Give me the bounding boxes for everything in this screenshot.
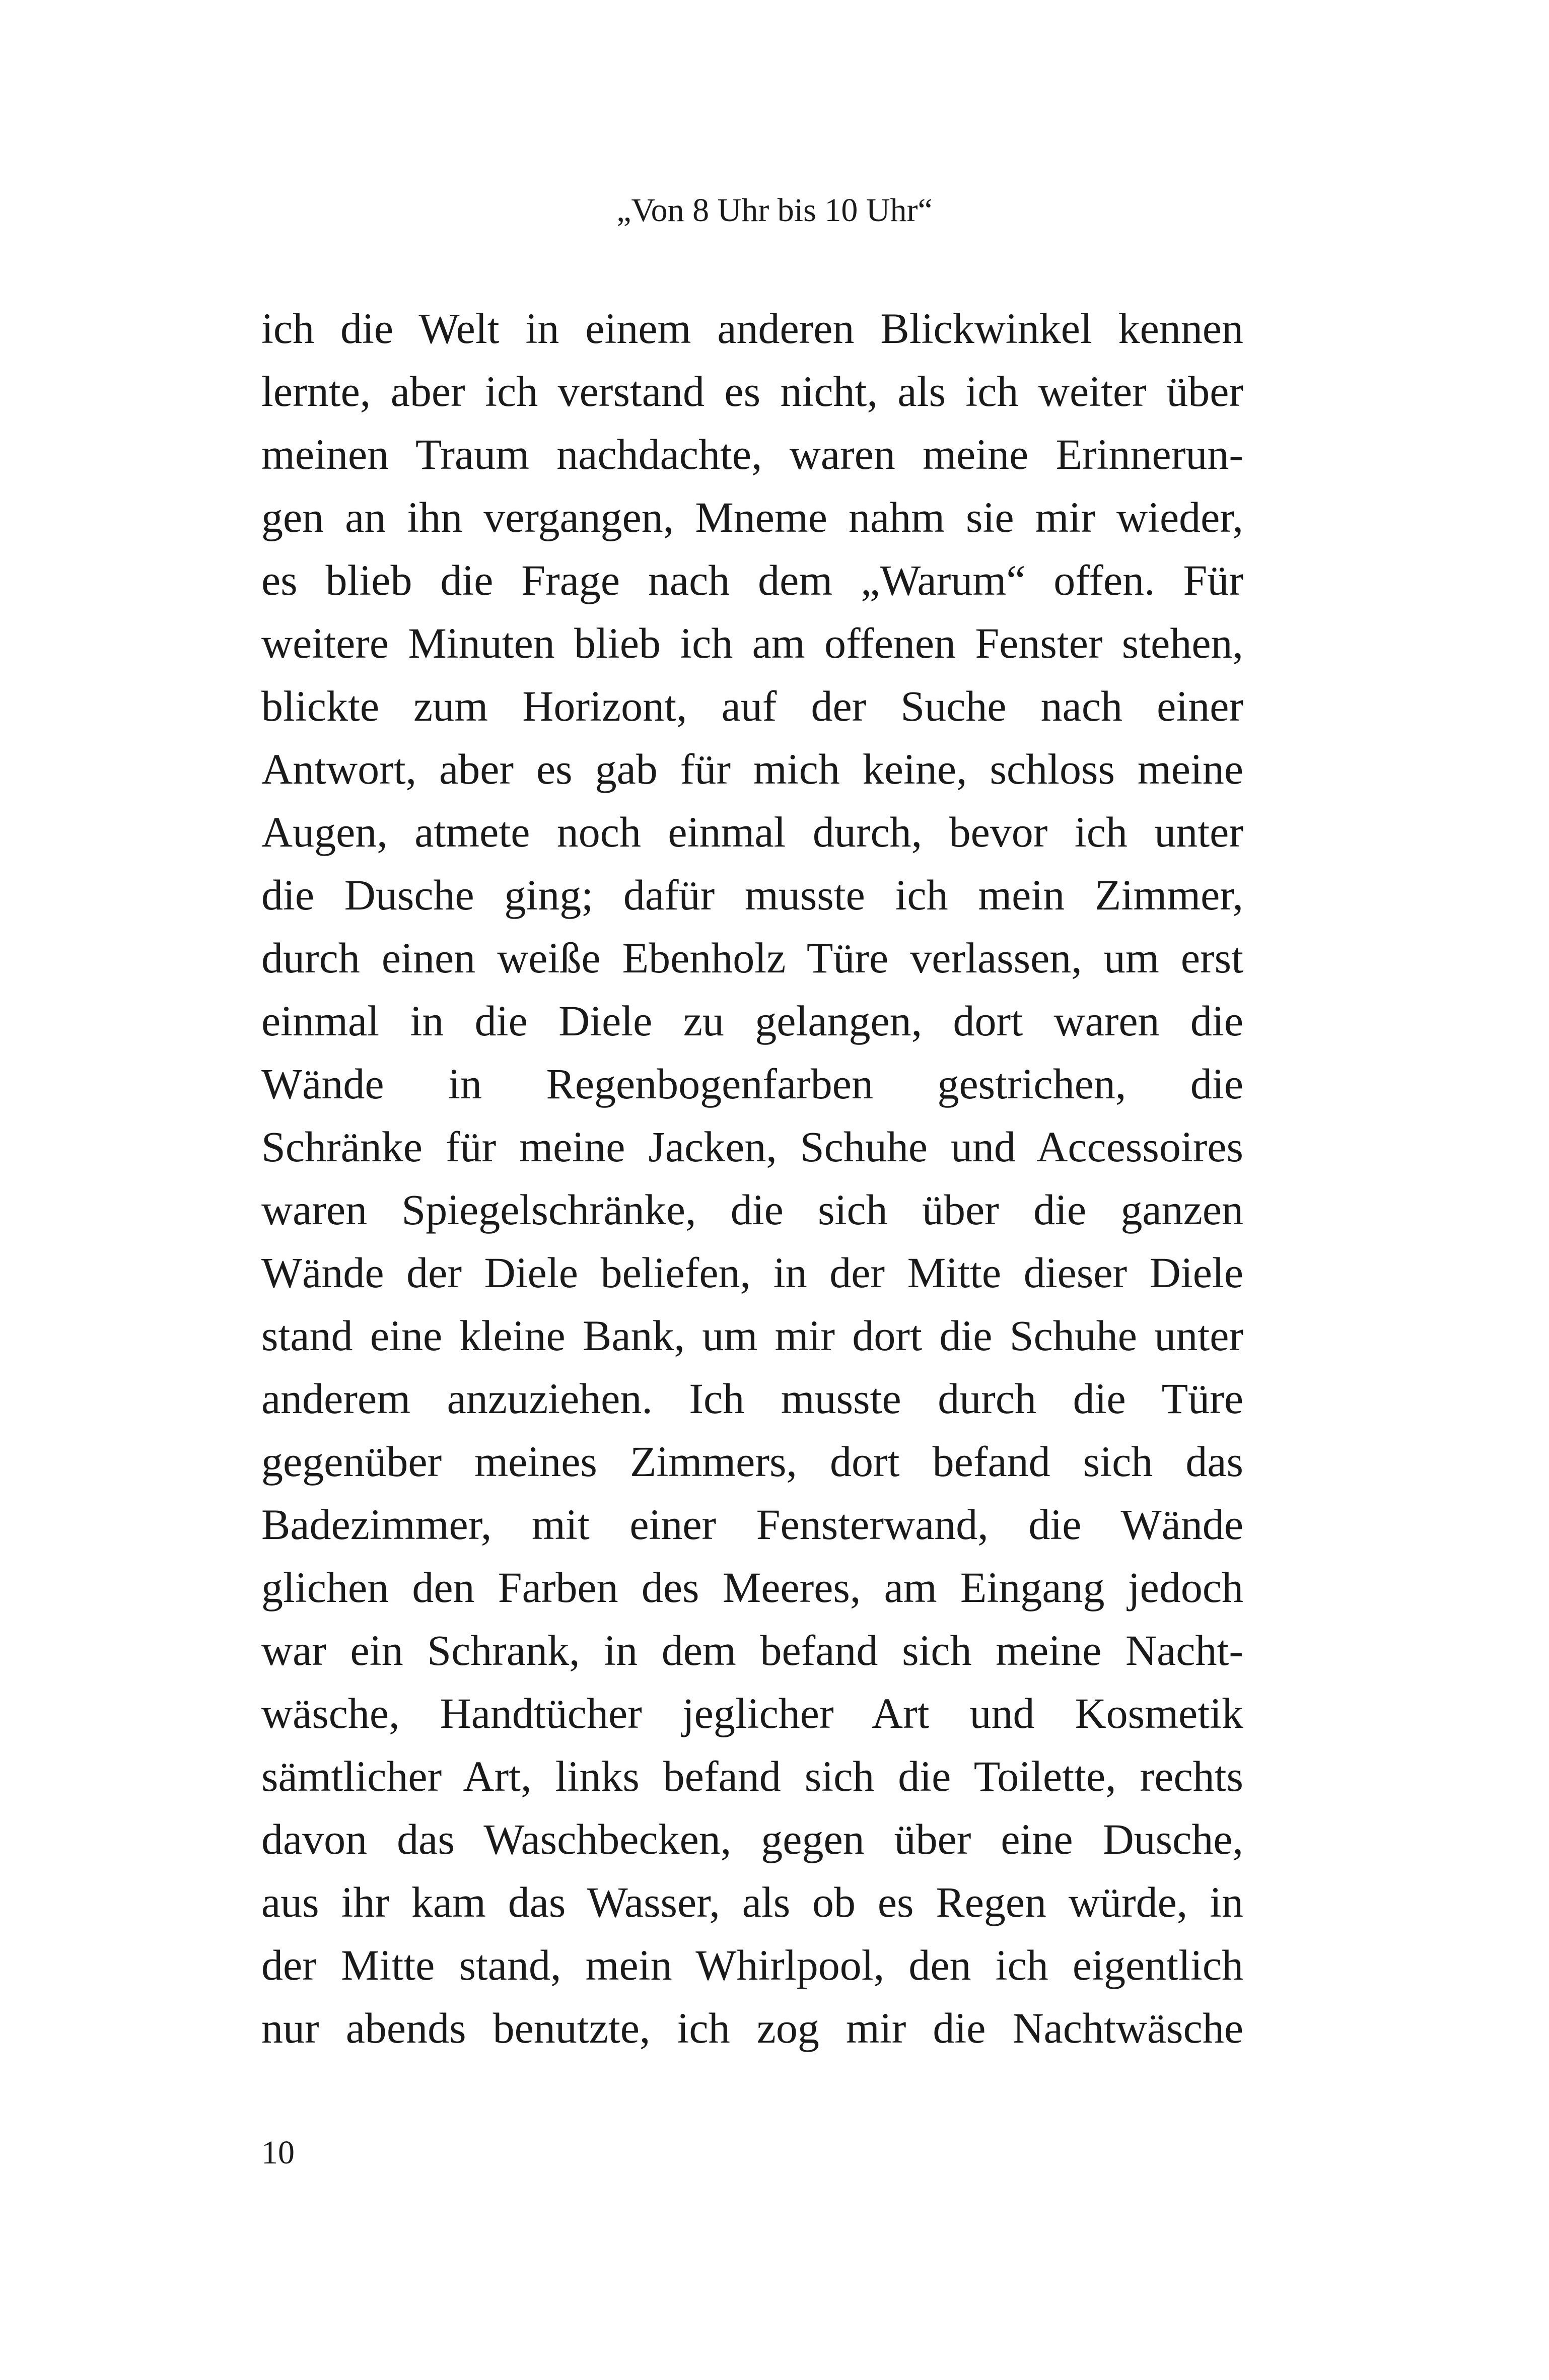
text-line: anderem anzuziehen. Ich musste durch die Türe <box>261 1374 1243 1423</box>
text-line: einmal in die Diele zu gelangen, dort waren die <box>261 997 1243 1045</box>
text-line: aus ihr kam das Wasser, als ob es Regen würde, in <box>261 1878 1243 1926</box>
text-line: blickte zum Horizont, auf der Suche nach einer <box>261 682 1243 730</box>
text-line: gen an ihn vergangen, Mneme nahm sie mir wieder, <box>261 493 1243 541</box>
text-line: Wände der Diele beliefen, in der Mitte dieser Diele <box>261 1248 1243 1297</box>
text-line: waren Spiegelschränke, die sich über die ganzen <box>261 1185 1243 1234</box>
text-line: nur abends benutzte, ich zog mir die Nachtwäsche <box>261 2004 1243 2052</box>
text-line: davon das Waschbecken, gegen über eine Dusche, <box>261 1815 1243 1863</box>
text-line: die Dusche ging; dafür musste ich mein Zimmer, <box>261 871 1243 919</box>
text-line: meinen Traum nachdachte, waren meine Erinnerun- <box>261 430 1243 478</box>
text-line: sämtlicher Art, links befand sich die Toilette, rechts <box>261 1752 1243 1800</box>
text-line: Badezimmer, mit einer Fensterwand, die Wände <box>261 1500 1243 1549</box>
text-line: Augen, atmete noch einmal durch, bevor ich unter <box>261 808 1243 856</box>
running-header: „Von 8 Uhr bis 10 Uhr“ <box>616 192 933 229</box>
text-line: lernte, aber ich verstand es nicht, als ich weiter über <box>261 367 1243 415</box>
text-line: Wände in Regenbogenfarben gestrichen, die <box>261 1060 1243 1108</box>
text-line: ich die Welt in einem anderen Blickwinkel kennen <box>261 304 1243 353</box>
text-line: gegenüber meines Zimmers, dort befand sich das <box>261 1437 1243 1486</box>
text-line: stand eine kleine Bank, um mir dort die Schuhe unter <box>261 1311 1243 1360</box>
text-line: wäsche, Handtücher jeglicher Art und Kosmetik <box>261 1689 1243 1737</box>
text-line: Schränke für meine Jacken, Schuhe und Accessoires <box>261 1123 1243 1171</box>
text-line: Antwort, aber es gab für mich keine, schloss meine <box>261 745 1243 793</box>
text-line: es blieb die Frage nach dem „Warum“ offen. Für <box>261 556 1243 604</box>
page-number: 10 <box>261 2134 295 2171</box>
text-line: glichen den Farben des Meeres, am Eingang jedoch <box>261 1563 1243 1612</box>
text-line: war ein Schrank, in dem befand sich meine Nacht- <box>261 1626 1243 1674</box>
text-line: weitere Minuten blieb ich am offenen Fenster stehen, <box>261 619 1243 667</box>
text-line: durch einen weiße Ebenholz Türe verlassen, um erst <box>261 934 1243 982</box>
text-line: der Mitte stand, mein Whirlpool, den ich eigentlich <box>261 1941 1243 1989</box>
body-text <box>261 297 1243 2060</box>
